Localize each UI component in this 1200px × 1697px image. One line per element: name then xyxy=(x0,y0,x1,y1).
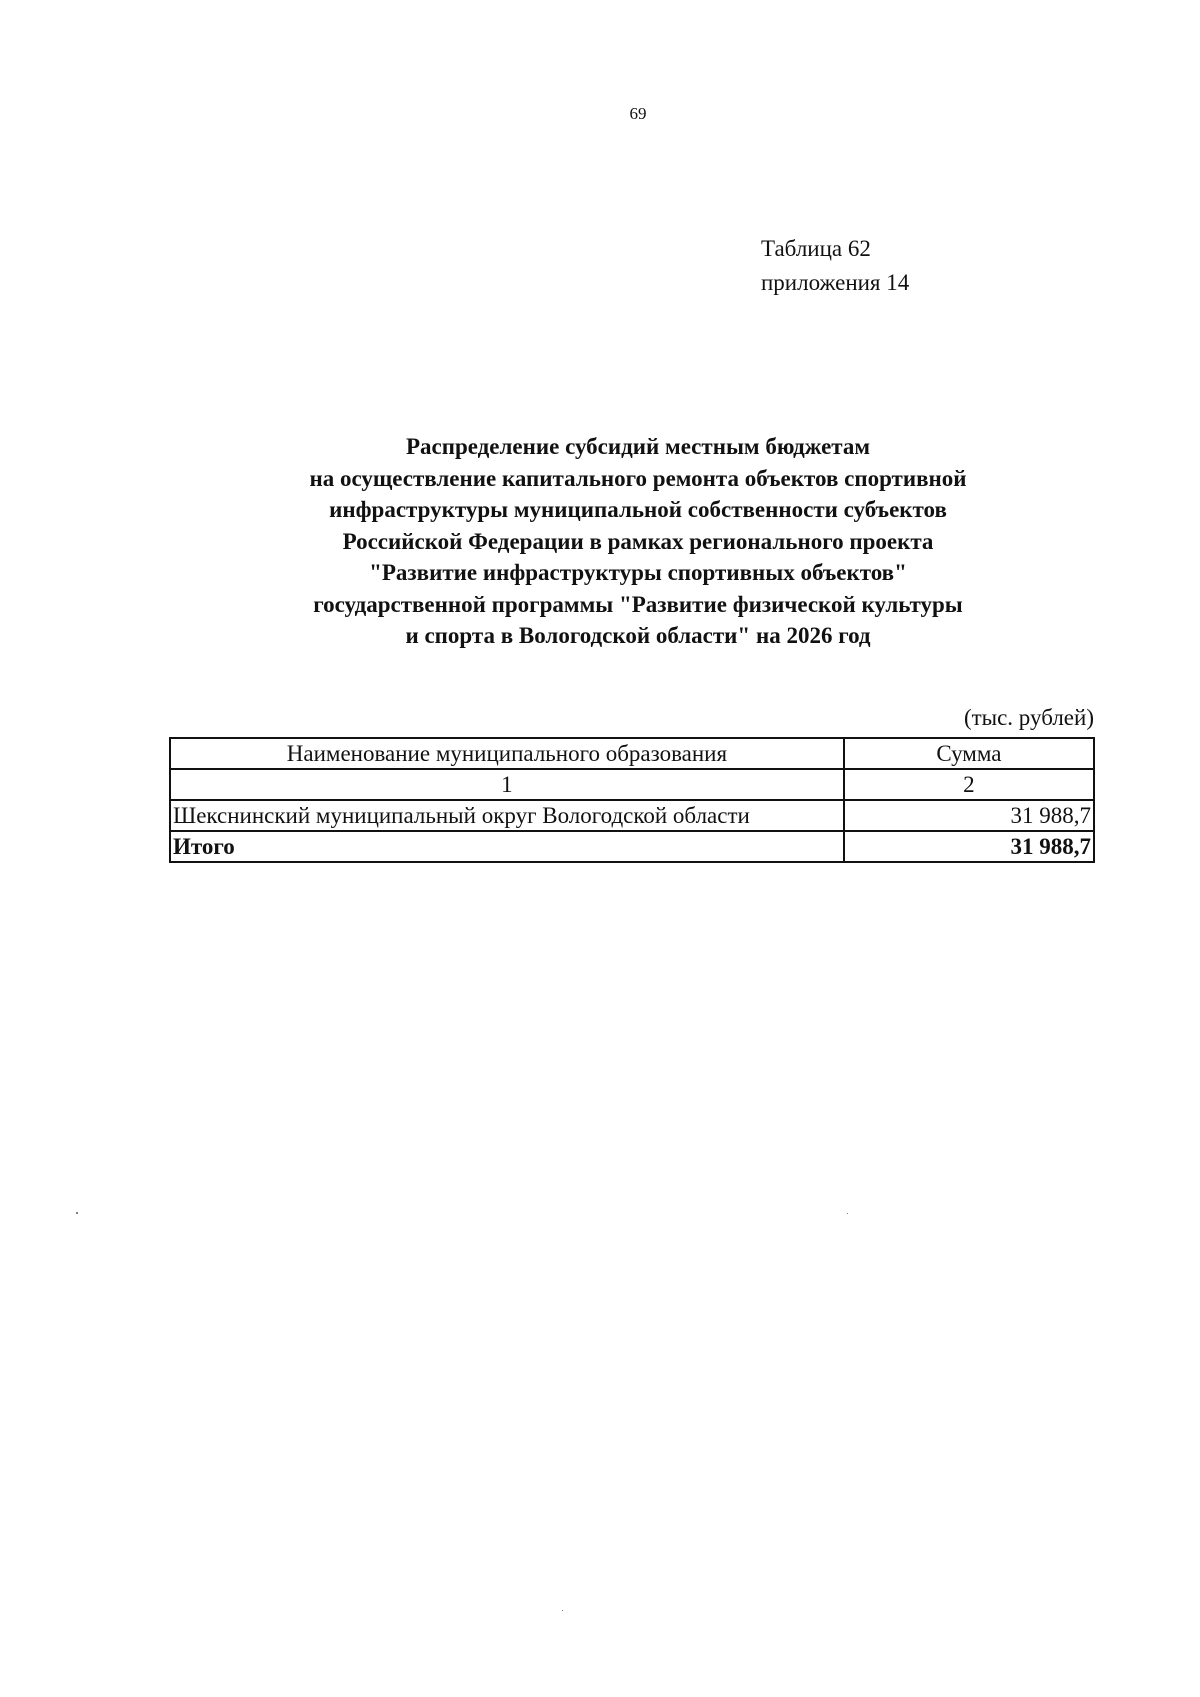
subsidy-table xyxy=(169,737,1095,863)
title-line: и спорта в Вологодской области" на 2026 год xyxy=(405,623,871,648)
header-name: Наименование муниципального образования xyxy=(170,738,844,769)
document-title xyxy=(165,431,1111,652)
scan-speck xyxy=(847,1213,848,1214)
table-reference-line-2: приложения 14 xyxy=(761,270,910,295)
column-number-1: 1 xyxy=(170,769,844,800)
page-number: 69 xyxy=(629,104,647,123)
row-name: Шекснинский муниципальный округ Вологодской области xyxy=(170,800,844,831)
title-line: на осуществление капитального ремонта объектов спортивной xyxy=(309,465,967,491)
total-label: Итого xyxy=(170,831,844,862)
scan-speck xyxy=(76,1212,78,1214)
total-row xyxy=(170,831,1094,862)
title-line: "Развитие инфраструктуры спортивных объектов" xyxy=(369,560,907,585)
title-line: государственной программы "Развитие физической культуры xyxy=(313,591,963,617)
units-label: (тыс. рублей) xyxy=(963,705,1094,730)
scan-speck xyxy=(562,1610,563,1611)
table-reference xyxy=(761,232,909,300)
row-sum: 31 988,7 xyxy=(844,800,1094,831)
title-line: инфраструктуры муниципальной собственности субъектов xyxy=(329,497,947,522)
column-number-row xyxy=(170,769,1094,800)
table-reference-line-1: Таблица 62 xyxy=(761,236,871,261)
column-number-2: 2 xyxy=(844,769,1094,800)
total-sum: 31 988,7 xyxy=(844,831,1094,862)
title-line: Российской Федерации в рамках регионального проекта xyxy=(342,528,934,554)
table-header-row xyxy=(170,738,1094,769)
table-row xyxy=(170,800,1094,831)
header-sum: Сумма xyxy=(844,738,1094,769)
title-line: Распределение субсидий местным бюджетам xyxy=(405,434,871,459)
